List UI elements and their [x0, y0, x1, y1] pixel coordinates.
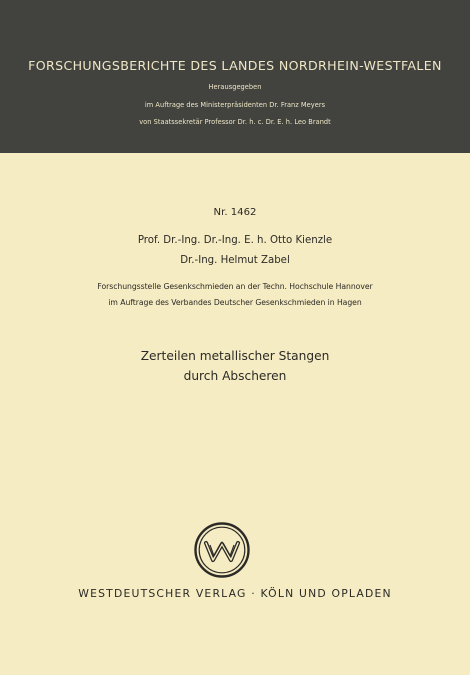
- work-title-line-2: durch Abscheren: [183, 369, 287, 383]
- report-number: Nr. 1462: [213, 207, 257, 218]
- publisher-note: Herausgegeben: [208, 83, 262, 91]
- author-secondary: Dr.-Ing. Helmut Zabel: [180, 255, 290, 266]
- westdeutscher-verlag-logo-icon: [193, 521, 251, 579]
- institution-line-2: im Auftrage des Verbandes Deutscher Gesenkschmieden in Hagen: [108, 298, 362, 307]
- commission-line: im Auftrage des Ministerpräsidenten Dr. Franz Meyers: [144, 101, 326, 109]
- series-title: FORSCHUNGSBERICHTE DES LANDES NORDRHEIN-WESTFALEN: [28, 58, 442, 73]
- publisher-imprint: WESTDEUTSCHER VERLAG · KÖLN UND OPLADEN: [78, 587, 392, 600]
- work-title-line-1: Zerteilen metallischer Stangen: [140, 349, 330, 363]
- secretary-line: von Staatssekretär Professor Dr. h. c. Dr. E. h. Leo Brandt: [139, 118, 331, 126]
- author-primary: Prof. Dr.-Ing. Dr.-Ing. E. h. Otto Kienzle: [137, 235, 333, 246]
- institution-line-1: Forschungsstelle Gesenkschmieden an der Techn. Hochschule Hannover: [97, 282, 373, 291]
- cover-header: [0, 0, 470, 153]
